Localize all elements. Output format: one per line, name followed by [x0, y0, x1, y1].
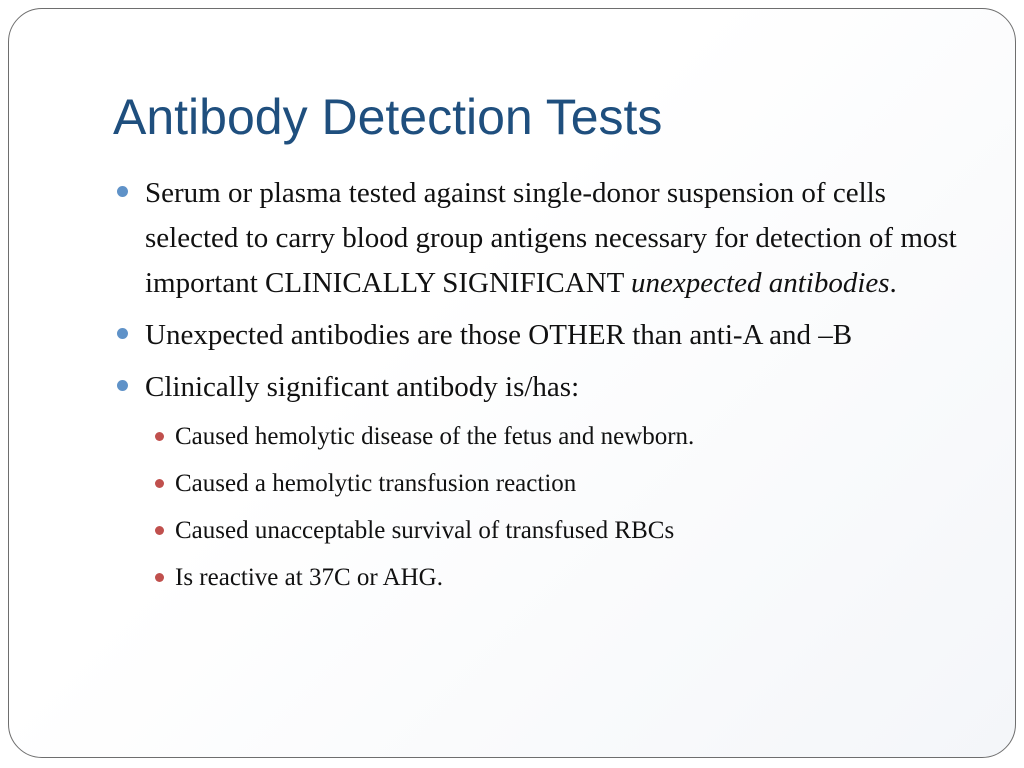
bullet-item-2 — [113, 313, 983, 358]
bullet-item-1 — [113, 171, 983, 306]
bullet-text: Serum or plasma tested against single-donor suspension of cells selected to carry blood group antigens necessary for detection of most important CLINICALLY SIGNIFICANT — [145, 177, 957, 299]
blue-dot-icon — [117, 186, 128, 197]
blue-dot-icon — [117, 328, 128, 339]
bullet-text: Unexpected antibodies are those OTHER than anti-A and –B — [145, 319, 853, 351]
bullet-text: Clinically significant antibody is/has: — [145, 371, 580, 403]
slide-title: Antibody Detection Tests — [113, 89, 663, 145]
sub-bullet-text: Is reactive at 37C or AHG. — [175, 564, 443, 591]
bullet-list — [113, 171, 983, 605]
sub-bullet-item-1 — [145, 417, 983, 457]
sub-bullet-container — [113, 417, 983, 598]
sub-bullet-text: Caused hemolytic disease of the fetus and newborn. — [175, 423, 695, 450]
blue-dot-icon — [117, 380, 128, 391]
sub-bullet-item-4 — [145, 558, 983, 598]
sub-bullet-list — [113, 417, 983, 598]
sub-bullet-text: Caused a hemolytic transfusion reaction — [175, 470, 577, 497]
slide — [8, 8, 1016, 758]
red-dot-icon — [155, 573, 164, 582]
red-dot-icon — [155, 479, 164, 488]
red-dot-icon — [155, 432, 164, 441]
sub-bullet-item-2 — [145, 464, 983, 504]
red-dot-icon — [155, 526, 164, 535]
bullet-punctuation: . — [889, 267, 897, 299]
bullet-item-3 — [113, 365, 983, 410]
bullet-italic-text: unexpected antibodies — [631, 267, 890, 299]
sub-bullet-text: Caused unacceptable survival of transfused RBCs — [175, 517, 675, 544]
sub-bullet-item-3 — [145, 511, 983, 551]
